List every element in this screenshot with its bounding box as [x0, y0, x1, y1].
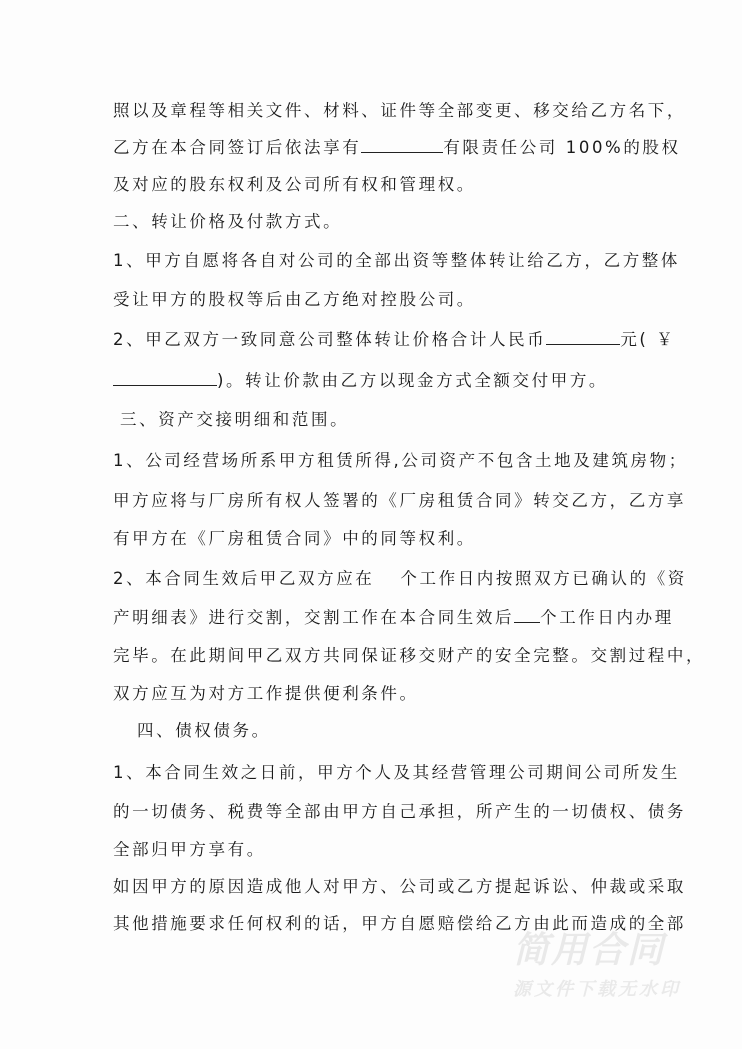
text-line-with-blank — [113, 329, 676, 351]
text-line-with-blank — [113, 137, 681, 159]
text-line: 有甲方在《厂房租赁合同》中的同等权利。 — [113, 529, 476, 548]
text-line: 完毕。在此期间甲乙双方共同保证移交财产的安全完整。交割过程中， — [113, 646, 706, 665]
text-line: 照以及章程等相关文件、材料、证件等全部变更、移交给乙方名下， — [113, 101, 686, 120]
text-segment: 产明细表》进行交割，交割工作在本合同生效后 — [113, 608, 515, 627]
section-heading-2: 二、转让价格及付款方式。 — [113, 212, 343, 231]
text-segment: 2、甲乙双方一致同意公司整体转让价格合计人民币 — [113, 330, 547, 349]
text-segment: )。转让价款由乙方以现金方式全额交付甲方。 — [217, 371, 609, 390]
text-line-with-gap — [113, 568, 687, 590]
fill-in-blank-days — [514, 608, 540, 623]
text-segment: 个工作日内办理 — [540, 608, 674, 627]
text-line-with-blank — [113, 607, 674, 629]
watermark-subtitle: 源文件下载无水印 — [513, 979, 681, 1000]
text-line: 全部归甲方享有。 — [113, 840, 266, 859]
text-segment: 乙方在本合同签订后依法享有 — [113, 138, 362, 157]
text-line: 1、甲方自愿将各自对公司的全部出资等整体转让给乙方，乙方整体 — [113, 251, 680, 270]
text-line: 甲方应将与厂房所有权人签署的《厂房租赁合同》转交乙方，乙方享 — [113, 491, 686, 510]
text-line: 1、本合同生效之日前，甲方个人及其经营管理公司期间公司所发生 — [113, 763, 680, 782]
text-segment: 个工作日内按照双方已确认的《资 — [400, 569, 687, 588]
text-line: 的一切债务、税费等全部由甲方自己承担，所产生的一切债权、债务 — [113, 802, 686, 821]
text-line: 双方应互为对方工作提供便利条件。 — [113, 684, 419, 703]
text-line: 其他措施要求任何权利的话，甲方自愿赔偿给乙方由此而造成的全部 — [113, 914, 686, 933]
fill-in-blank-price-numeric — [113, 371, 217, 386]
text-segment: 元( ￥ — [620, 330, 676, 349]
fill-in-blank-price — [546, 330, 620, 345]
fill-in-blank-company — [361, 138, 443, 153]
text-line: 受让甲方的股权等后由乙方绝对控股公司。 — [113, 290, 476, 309]
text-line-with-blank — [113, 370, 633, 392]
text-segment: 有限责任公司 100%的股权 — [443, 138, 681, 157]
section-heading-3: 三、资产交接明细和范围。 — [120, 410, 350, 429]
text-line: 如因甲方的原因造成他人对甲方、公司或乙方提起诉讼、仲裁或采取 — [113, 877, 686, 896]
watermark-title: 简用合同 — [513, 930, 666, 971]
text-line: 1、公司经营场所系甲方租赁所得,公司资产不包含土地及建筑房物； — [113, 451, 688, 470]
section-heading-4: 四、债权债务。 — [137, 721, 271, 740]
text-line: 及对应的股东权利及公司所有权和管理权。 — [113, 175, 476, 194]
text-segment: 2、本合同生效后甲乙双方应在 — [113, 569, 375, 588]
